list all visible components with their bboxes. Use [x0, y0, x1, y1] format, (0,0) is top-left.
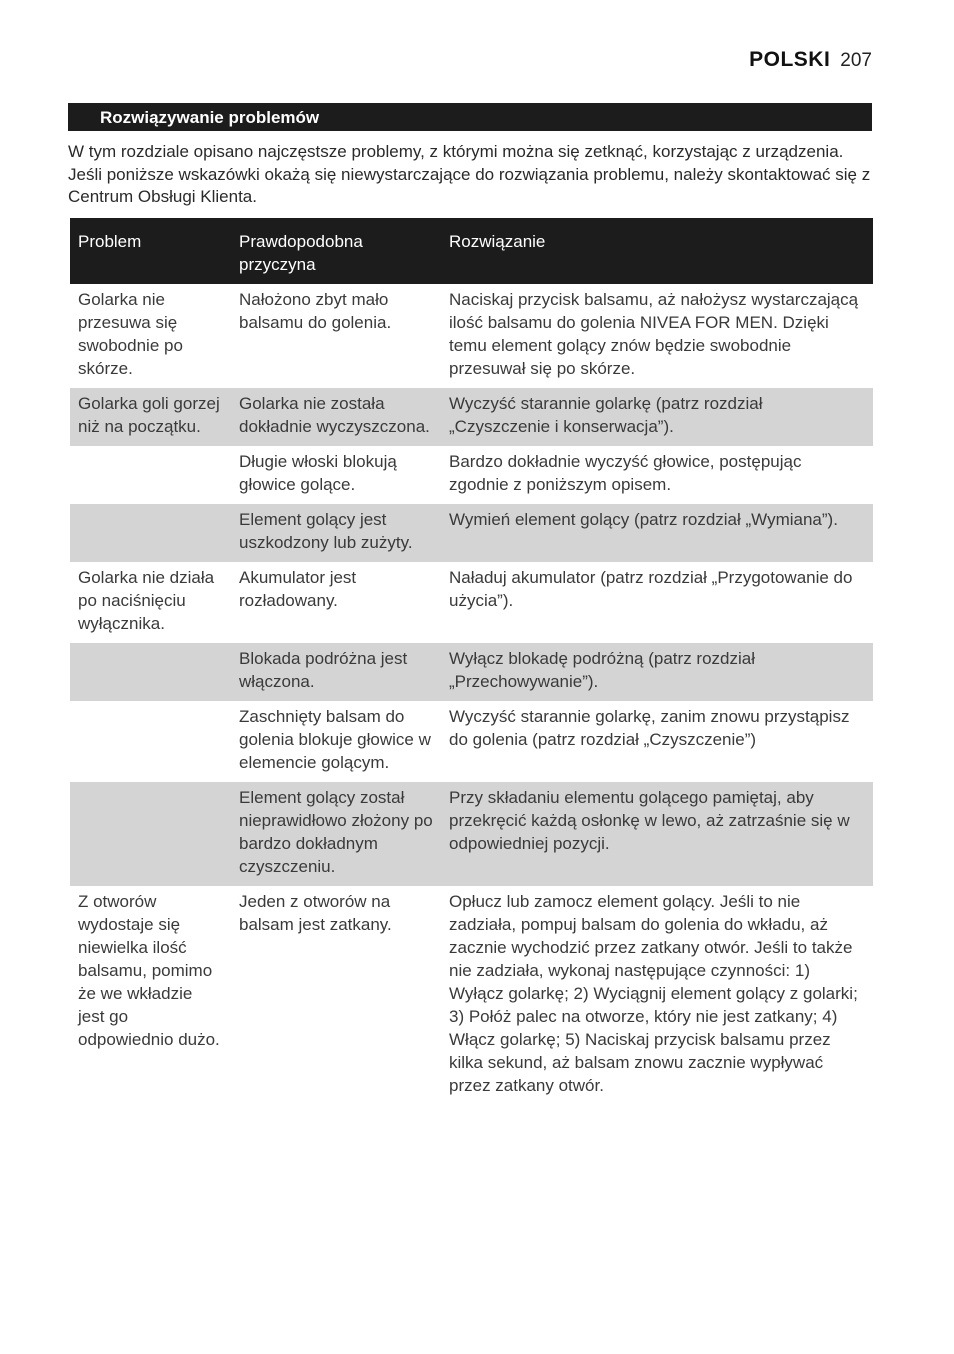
header-solution: Rozwiązanie: [441, 218, 873, 284]
problem-cell: Golarka goli gorzej niż na początku.: [70, 388, 231, 446]
cause-cell: Nałożono zbyt mało balsamu do golenia.: [239, 290, 392, 332]
problem-cell: [70, 643, 231, 701]
intro-paragraph: W tym rozdziale opisano najczęstsze problemy, z którymi można się zetknąć, korzystając z urządzenia. Jeśli poniższe wskazówki okażą się niewystarczające do rozwiązania problemu, należy skontaktować się z Centrum Obsługi Klienta.: [68, 142, 871, 206]
troubleshooting-table: [70, 218, 873, 1105]
section-title: Rozwiązywanie problemów: [68, 103, 872, 131]
problem-cell: Golarka nie działa po naciśnięciu wyłącznika.: [78, 568, 215, 633]
language-label: POLSKI: [749, 48, 831, 71]
table-row: [70, 562, 873, 643]
problem-cell: Golarka nie przesuwa się swobodnie po skórze.: [78, 290, 183, 378]
cause-cell: Akumulator jest rozładowany.: [239, 568, 357, 610]
table-row: [70, 782, 873, 886]
solution-cell: Opłucz lub zamocz element golący. Jeśli to nie zadziała, pompuj balsam do golenia do wkładu, aż zacznie wychodzić przez zatkany otwór. Jeśli to także nie zadziała, wykonaj następujące czynności: 1) Wyłącz golarkę; 2) Wyciągnij element golący z golarki; 3) Połóż palec na otworze, który nie jest zatkany; 4) Włącz golarkę; 5) Naciskaj przycisk balsamu przez kilka sekund, aż balsam znowu zacznie wypływać przez zatkany otwór.: [449, 892, 858, 1095]
solution-cell: Wyłącz blokadę podróżną (patrz rozdział „Przechowywanie”).: [441, 643, 873, 701]
problem-cell: [70, 782, 231, 886]
solution-cell: Bardzo dokładnie wyczyść głowice, postępując zgodnie z poniższym opisem.: [449, 452, 802, 494]
solution-cell: Wyczyść starannie golarkę (patrz rozdział „Czyszczenie i konserwacja”).: [441, 388, 873, 446]
table-row: [70, 886, 873, 1105]
problem-cell: [70, 701, 231, 782]
cause-cell: Jeden z otworów na balsam jest zatkany.: [239, 892, 392, 934]
solution-cell: Wyczyść starannie golarkę, zanim znowu przystąpisz do golenia (patrz rozdział „Czyszczenie”): [449, 707, 850, 749]
header-cause: Prawdopodobna przyczyna: [231, 218, 441, 284]
cause-cell: Blokada podróżna jest włączona.: [231, 643, 441, 701]
table-row: [70, 388, 873, 446]
cause-cell: Długie włoski blokują głowice golące.: [239, 452, 397, 494]
solution-cell: Naciskaj przycisk balsamu, aż nałożysz wystarczającą ilość balsamu do golenia NIVEA FOR MEN. Dzięki temu element golący znów będzie swobodnie przesuwał się po skórze.: [449, 290, 859, 378]
table-header-row: [70, 218, 873, 284]
cause-cell: Golarka nie została dokładnie wyczyszczona.: [231, 388, 441, 446]
problem-cell: Z otworów wydostaje się niewielka ilość balsamu, pomimo że we wkładzie jest go odpowiednio dużo.: [78, 892, 220, 1049]
table-row: [70, 643, 873, 701]
problem-cell: [70, 446, 231, 504]
header-problem: Problem: [70, 218, 231, 284]
cause-cell: Element golący jest uszkodzony lub zużyty.: [231, 504, 441, 562]
cause-cell: Zaschnięty balsam do golenia blokuje głowice w elemencie golącym.: [239, 707, 431, 772]
cause-cell: Element golący został nieprawidłowo złożony po bardzo dokładnym czyszczeniu.: [231, 782, 441, 886]
solution-cell: Przy składaniu elementu golącego pamiętaj, aby przekręcić każdą osłonkę w lewo, aż zatrzaśnie się w odpowiedniej pozycji.: [441, 782, 873, 886]
solution-cell: Wymień element golący (patrz rozdział „Wymiana”).: [441, 504, 873, 562]
solution-cell: Naładuj akumulator (patrz rozdział „Przygotowanie do użycia”).: [449, 568, 853, 610]
table-row: [70, 446, 873, 504]
problem-cell: [70, 504, 231, 562]
page-number: 207: [840, 50, 872, 71]
table-row: [70, 504, 873, 562]
table-row: [70, 284, 873, 388]
table-row: [70, 701, 873, 782]
page-header: [749, 48, 872, 72]
